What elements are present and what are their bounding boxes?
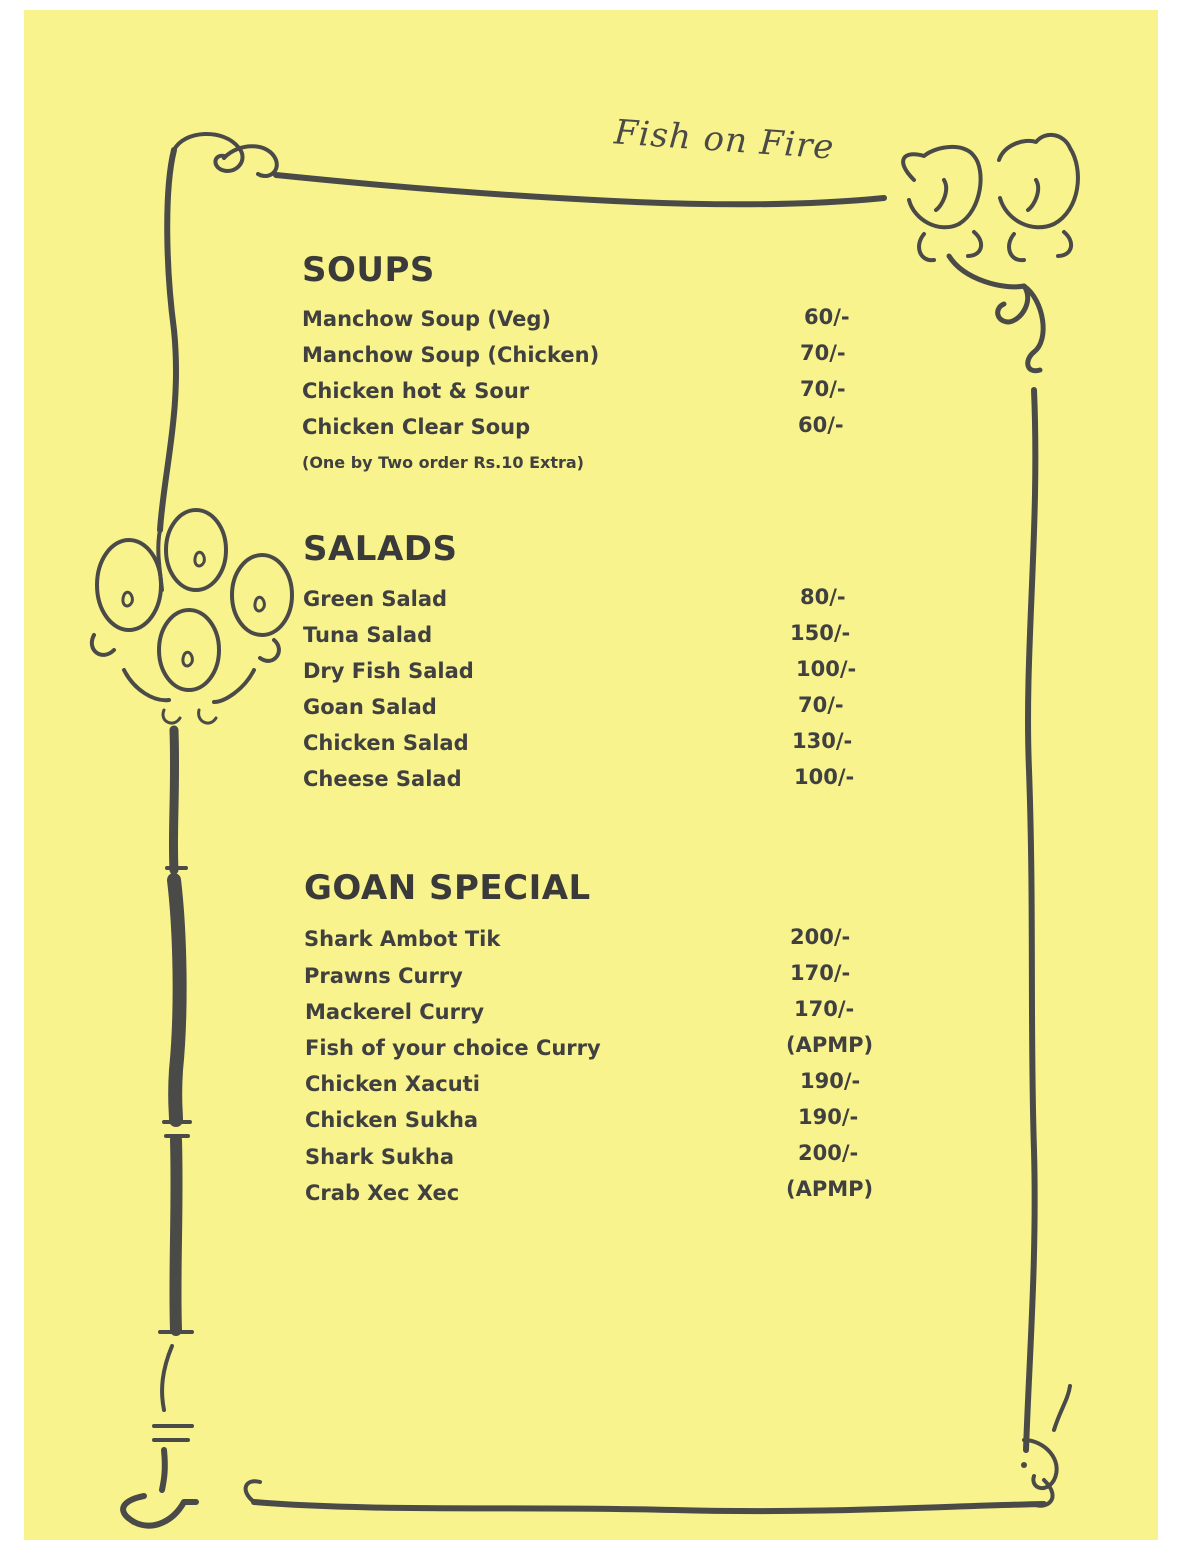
- menu-page: [24, 10, 1158, 1540]
- menu-item-name: Shark Sukha: [305, 1145, 455, 1169]
- menu-item-name: Goan Salad: [303, 695, 437, 719]
- section-title-salads: SALADS: [303, 529, 458, 569]
- menu-item-name: Dry Fish Salad: [303, 659, 474, 683]
- menu-item-name: Shark Ambot Tik: [304, 927, 501, 951]
- menu-item-price: 200/-: [798, 1141, 859, 1165]
- menu-item-name: Tuna Salad: [303, 623, 433, 647]
- menu-item-name: Chicken Salad: [303, 731, 469, 755]
- menu-item-price: 200/-: [790, 925, 851, 949]
- menu-item-price: 170/-: [790, 961, 851, 985]
- menu-item-name: Chicken Xacuti: [305, 1072, 480, 1096]
- menu-item-price: 100/-: [796, 657, 857, 681]
- menu-content: [24, 10, 1158, 1540]
- menu-item-name: Green Salad: [303, 587, 448, 611]
- menu-item-price: 150/-: [790, 621, 851, 645]
- menu-item-name: Chicken Clear Soup: [302, 415, 531, 439]
- menu-item-name: Cheese Salad: [303, 767, 462, 791]
- menu-item-price: 70/-: [798, 693, 844, 717]
- menu-item-name: Manchow Soup (Chicken): [302, 343, 600, 367]
- menu-item-price: (APMP): [786, 1033, 874, 1057]
- menu-item-price: (APMP): [786, 1177, 874, 1201]
- menu-item-name: Chicken hot & Sour: [302, 379, 530, 403]
- menu-item-name: Crab Xec Xec: [305, 1181, 460, 1205]
- menu-item-price: 70/-: [800, 377, 846, 401]
- menu-item-price: 170/-: [794, 997, 855, 1021]
- menu-item-name: Manchow Soup (Veg): [302, 307, 551, 331]
- soups-note: (One by Two order Rs.10 Extra): [302, 453, 584, 472]
- menu-item-price: 70/-: [800, 341, 846, 365]
- brand-logo-text: Fish on Fire: [612, 112, 836, 168]
- menu-item-name: Fish of your choice Curry: [305, 1036, 601, 1060]
- menu-item-name: Prawns Curry: [304, 964, 463, 988]
- section-title-soups: SOUPS: [302, 250, 435, 290]
- menu-item-price: 60/-: [798, 413, 844, 437]
- menu-item-price: 100/-: [794, 765, 855, 789]
- menu-item-name: Mackerel Curry: [305, 1000, 485, 1024]
- menu-item-name: Chicken Sukha: [305, 1108, 479, 1132]
- section-title-goan-special: GOAN SPECIAL: [304, 868, 591, 908]
- menu-item-price: 190/-: [798, 1105, 859, 1129]
- menu-item-price: 130/-: [792, 729, 853, 753]
- menu-item-price: 190/-: [800, 1069, 861, 1093]
- menu-item-price: 80/-: [800, 585, 846, 609]
- menu-item-price: 60/-: [804, 305, 850, 329]
